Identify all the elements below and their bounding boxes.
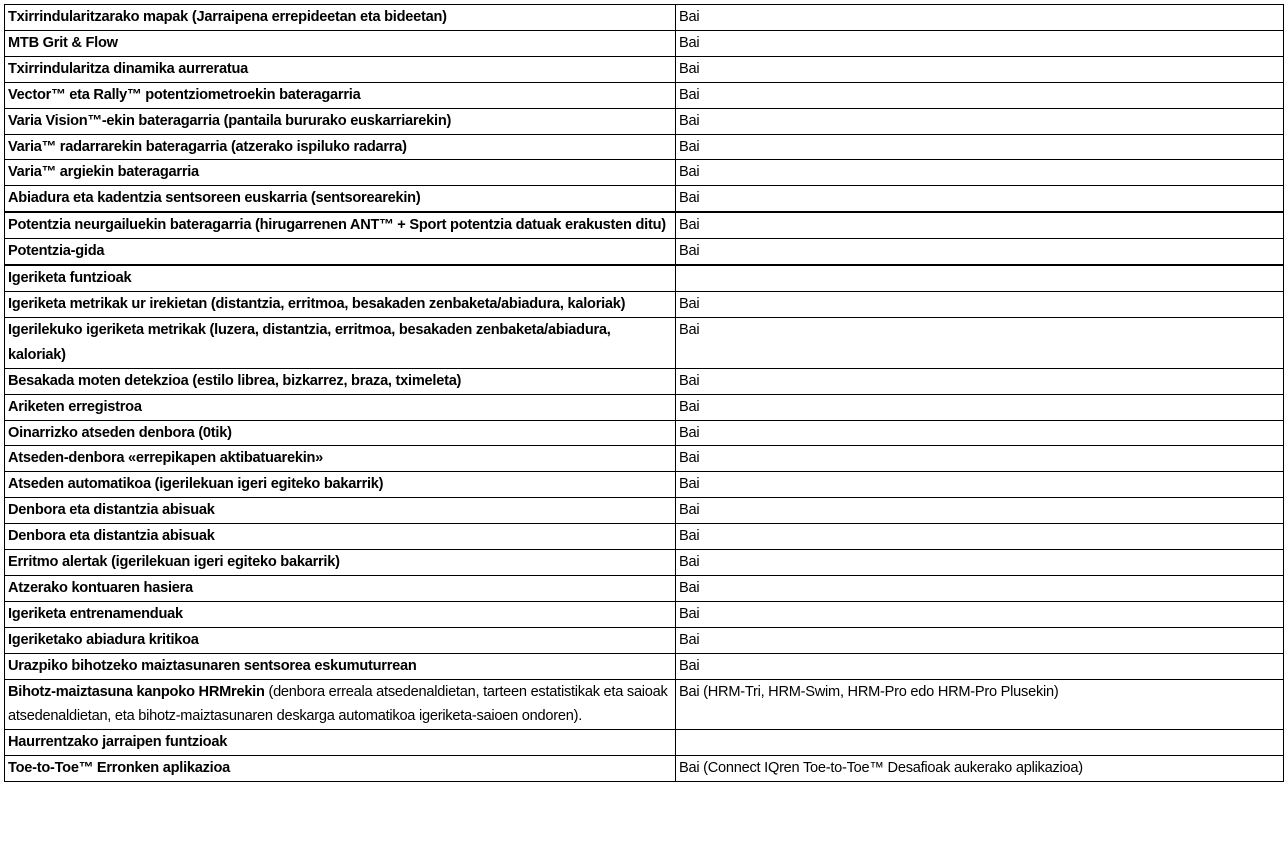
feature-label: Varia™ radarrarekin bateragarria (atzerako ispiluko radarra) bbox=[8, 138, 407, 155]
feature-label: Igeriketa entrenamenduak bbox=[8, 605, 183, 622]
feature-cell bbox=[5, 653, 676, 679]
value-cell: Bai bbox=[676, 472, 1284, 498]
value-cell: Bai (HRM-Tri, HRM-Swim, HRM-Pro edo HRM-Pro Plusekin) bbox=[676, 679, 1284, 730]
feature-cell bbox=[5, 134, 676, 160]
feature-label: Besakada moten detekzioa (estilo librea, bizkarrez, braza, tximeleta) bbox=[8, 372, 462, 389]
table-row bbox=[5, 108, 1284, 134]
feature-label: Txirrindularitza dinamika aurreratua bbox=[8, 60, 248, 77]
feature-label: Igerilekuko igeriketa metrikak (luzera, distantzia, erritmoa, besakaden zenbaketa/abiadura, kaloriak) bbox=[8, 321, 611, 363]
value-cell: Bai bbox=[676, 30, 1284, 56]
feature-label: Toe-to-Toe™ Erronken aplikazioa bbox=[8, 760, 230, 777]
feature-comparison-table bbox=[4, 4, 1284, 782]
table-row bbox=[5, 756, 1284, 782]
feature-cell bbox=[5, 291, 676, 317]
table-row bbox=[5, 368, 1284, 394]
table-row bbox=[5, 317, 1284, 368]
feature-label: Atseden-denbora «errepikapen aktibatuarekin» bbox=[8, 450, 324, 467]
feature-cell bbox=[5, 160, 676, 186]
value-cell: Bai bbox=[676, 601, 1284, 627]
feature-cell bbox=[5, 730, 676, 756]
feature-cell bbox=[5, 575, 676, 601]
feature-label: Igeriketa funtzioak bbox=[8, 270, 132, 287]
feature-label: Atseden automatikoa (igerilekuan igeri egiteko bakarrik) bbox=[8, 476, 384, 493]
feature-cell bbox=[5, 265, 676, 291]
feature-label: Erritmo alertak (igerilekuan igeri egiteko bakarrik) bbox=[8, 554, 340, 571]
table-row bbox=[5, 186, 1284, 212]
value-cell: Bai bbox=[676, 394, 1284, 420]
feature-cell bbox=[5, 56, 676, 82]
table-row bbox=[5, 30, 1284, 56]
value-cell: Bai bbox=[676, 368, 1284, 394]
feature-cell bbox=[5, 30, 676, 56]
value-cell: Bai bbox=[676, 653, 1284, 679]
value-cell: Bai bbox=[676, 420, 1284, 446]
table-row bbox=[5, 239, 1284, 265]
table-row bbox=[5, 575, 1284, 601]
feature-label: Haurrentzako jarraipen funtzioak bbox=[8, 734, 228, 751]
table-row bbox=[5, 679, 1284, 730]
value-cell bbox=[676, 265, 1284, 291]
table-row bbox=[5, 134, 1284, 160]
table-row bbox=[5, 498, 1284, 524]
feature-label: Varia Vision™-ekin bateragarria (pantaila bururako euskarriarekin) bbox=[8, 112, 452, 129]
table-row bbox=[5, 56, 1284, 82]
table-row bbox=[5, 601, 1284, 627]
table-row bbox=[5, 550, 1284, 576]
feature-cell bbox=[5, 239, 676, 265]
value-cell: Bai bbox=[676, 498, 1284, 524]
table-row bbox=[5, 627, 1284, 653]
feature-cell bbox=[5, 446, 676, 472]
table-row bbox=[5, 472, 1284, 498]
feature-cell bbox=[5, 394, 676, 420]
table-row bbox=[5, 420, 1284, 446]
feature-label: Denbora eta distantzia abisuak bbox=[8, 528, 215, 545]
feature-cell bbox=[5, 524, 676, 550]
feature-cell bbox=[5, 756, 676, 782]
feature-label: Igeriketako abiadura kritikoa bbox=[8, 631, 199, 648]
feature-label: Oinarrizko atseden denbora (0tik) bbox=[8, 424, 232, 441]
feature-cell bbox=[5, 108, 676, 134]
value-cell: Bai (Connect IQren Toe-to-Toe™ Desafioak aukerako aplikazioa) bbox=[676, 756, 1284, 782]
feature-label: Urazpiko bihotzeko maiztasunaren sentsorea eskumuturrean bbox=[8, 657, 417, 674]
feature-label: MTB Grit & Flow bbox=[8, 34, 118, 51]
value-cell: Bai bbox=[676, 317, 1284, 368]
value-cell: Bai bbox=[676, 56, 1284, 82]
table-row bbox=[5, 394, 1284, 420]
table-row bbox=[5, 524, 1284, 550]
feature-label: Potentzia-gida bbox=[8, 243, 105, 260]
table-row bbox=[5, 265, 1284, 291]
feature-cell bbox=[5, 601, 676, 627]
value-cell: Bai bbox=[676, 186, 1284, 212]
value-cell: Bai bbox=[676, 575, 1284, 601]
value-cell: Bai bbox=[676, 291, 1284, 317]
table-row bbox=[5, 653, 1284, 679]
value-cell: Bai bbox=[676, 134, 1284, 160]
feature-label: Ariketen erregistroa bbox=[8, 398, 142, 415]
table-row bbox=[5, 212, 1284, 238]
value-cell: Bai bbox=[676, 160, 1284, 186]
feature-label: Varia™ argiekin bateragarria bbox=[8, 164, 199, 181]
value-cell: Bai bbox=[676, 524, 1284, 550]
feature-label: Vector™ eta Rally™ potentziometroekin bateragarria bbox=[8, 86, 361, 103]
feature-cell bbox=[5, 5, 676, 31]
feature-cell bbox=[5, 550, 676, 576]
value-cell: Bai bbox=[676, 627, 1284, 653]
feature-cell bbox=[5, 420, 676, 446]
table-row bbox=[5, 5, 1284, 31]
feature-cell bbox=[5, 679, 676, 730]
feature-label: Potentzia neurgailuekin bateragarria (hirugarrenen ANT™ + Sport potentzia datuak erakusten ditu) bbox=[8, 217, 666, 234]
table-row bbox=[5, 160, 1284, 186]
value-cell: Bai bbox=[676, 446, 1284, 472]
feature-label: Denbora eta distantzia abisuak bbox=[8, 502, 215, 519]
feature-label: Abiadura eta kadentzia sentsoreen euskarria (sentsorearekin) bbox=[8, 190, 421, 207]
table-row bbox=[5, 291, 1284, 317]
value-cell: Bai bbox=[676, 82, 1284, 108]
feature-cell bbox=[5, 472, 676, 498]
feature-label: Igeriketa metrikak ur irekietan (distantzia, erritmoa, besakaden zenbaketa/abiadura, kaloriak) bbox=[8, 295, 626, 312]
table-row bbox=[5, 730, 1284, 756]
feature-cell bbox=[5, 498, 676, 524]
feature-cell bbox=[5, 368, 676, 394]
value-cell: Bai bbox=[676, 212, 1284, 238]
feature-cell bbox=[5, 212, 676, 238]
table-row bbox=[5, 82, 1284, 108]
value-cell: Bai bbox=[676, 550, 1284, 576]
feature-cell bbox=[5, 627, 676, 653]
feature-detail: (denbora erreala atsedenaldietan, tarteen estatistikak eta saioak atsedenaldietan, eta bihotz-maiztasunaren deskarga automatikoa igeriketa-saioen ondoren). bbox=[8, 683, 668, 725]
table-row bbox=[5, 446, 1284, 472]
feature-cell bbox=[5, 82, 676, 108]
feature-label: Txirrindularitzarako mapak (Jarraipena errepideetan eta bideetan) bbox=[8, 9, 447, 25]
value-cell bbox=[676, 730, 1284, 756]
value-cell: Bai bbox=[676, 239, 1284, 265]
feature-cell bbox=[5, 186, 676, 212]
feature-cell bbox=[5, 317, 676, 368]
value-cell: Bai bbox=[676, 108, 1284, 134]
value-cell: Bai bbox=[676, 5, 1284, 31]
feature-label: Atzerako kontuaren hasiera bbox=[8, 579, 193, 596]
feature-label: Bihotz-maiztasuna kanpoko HRMrekin bbox=[8, 683, 265, 700]
